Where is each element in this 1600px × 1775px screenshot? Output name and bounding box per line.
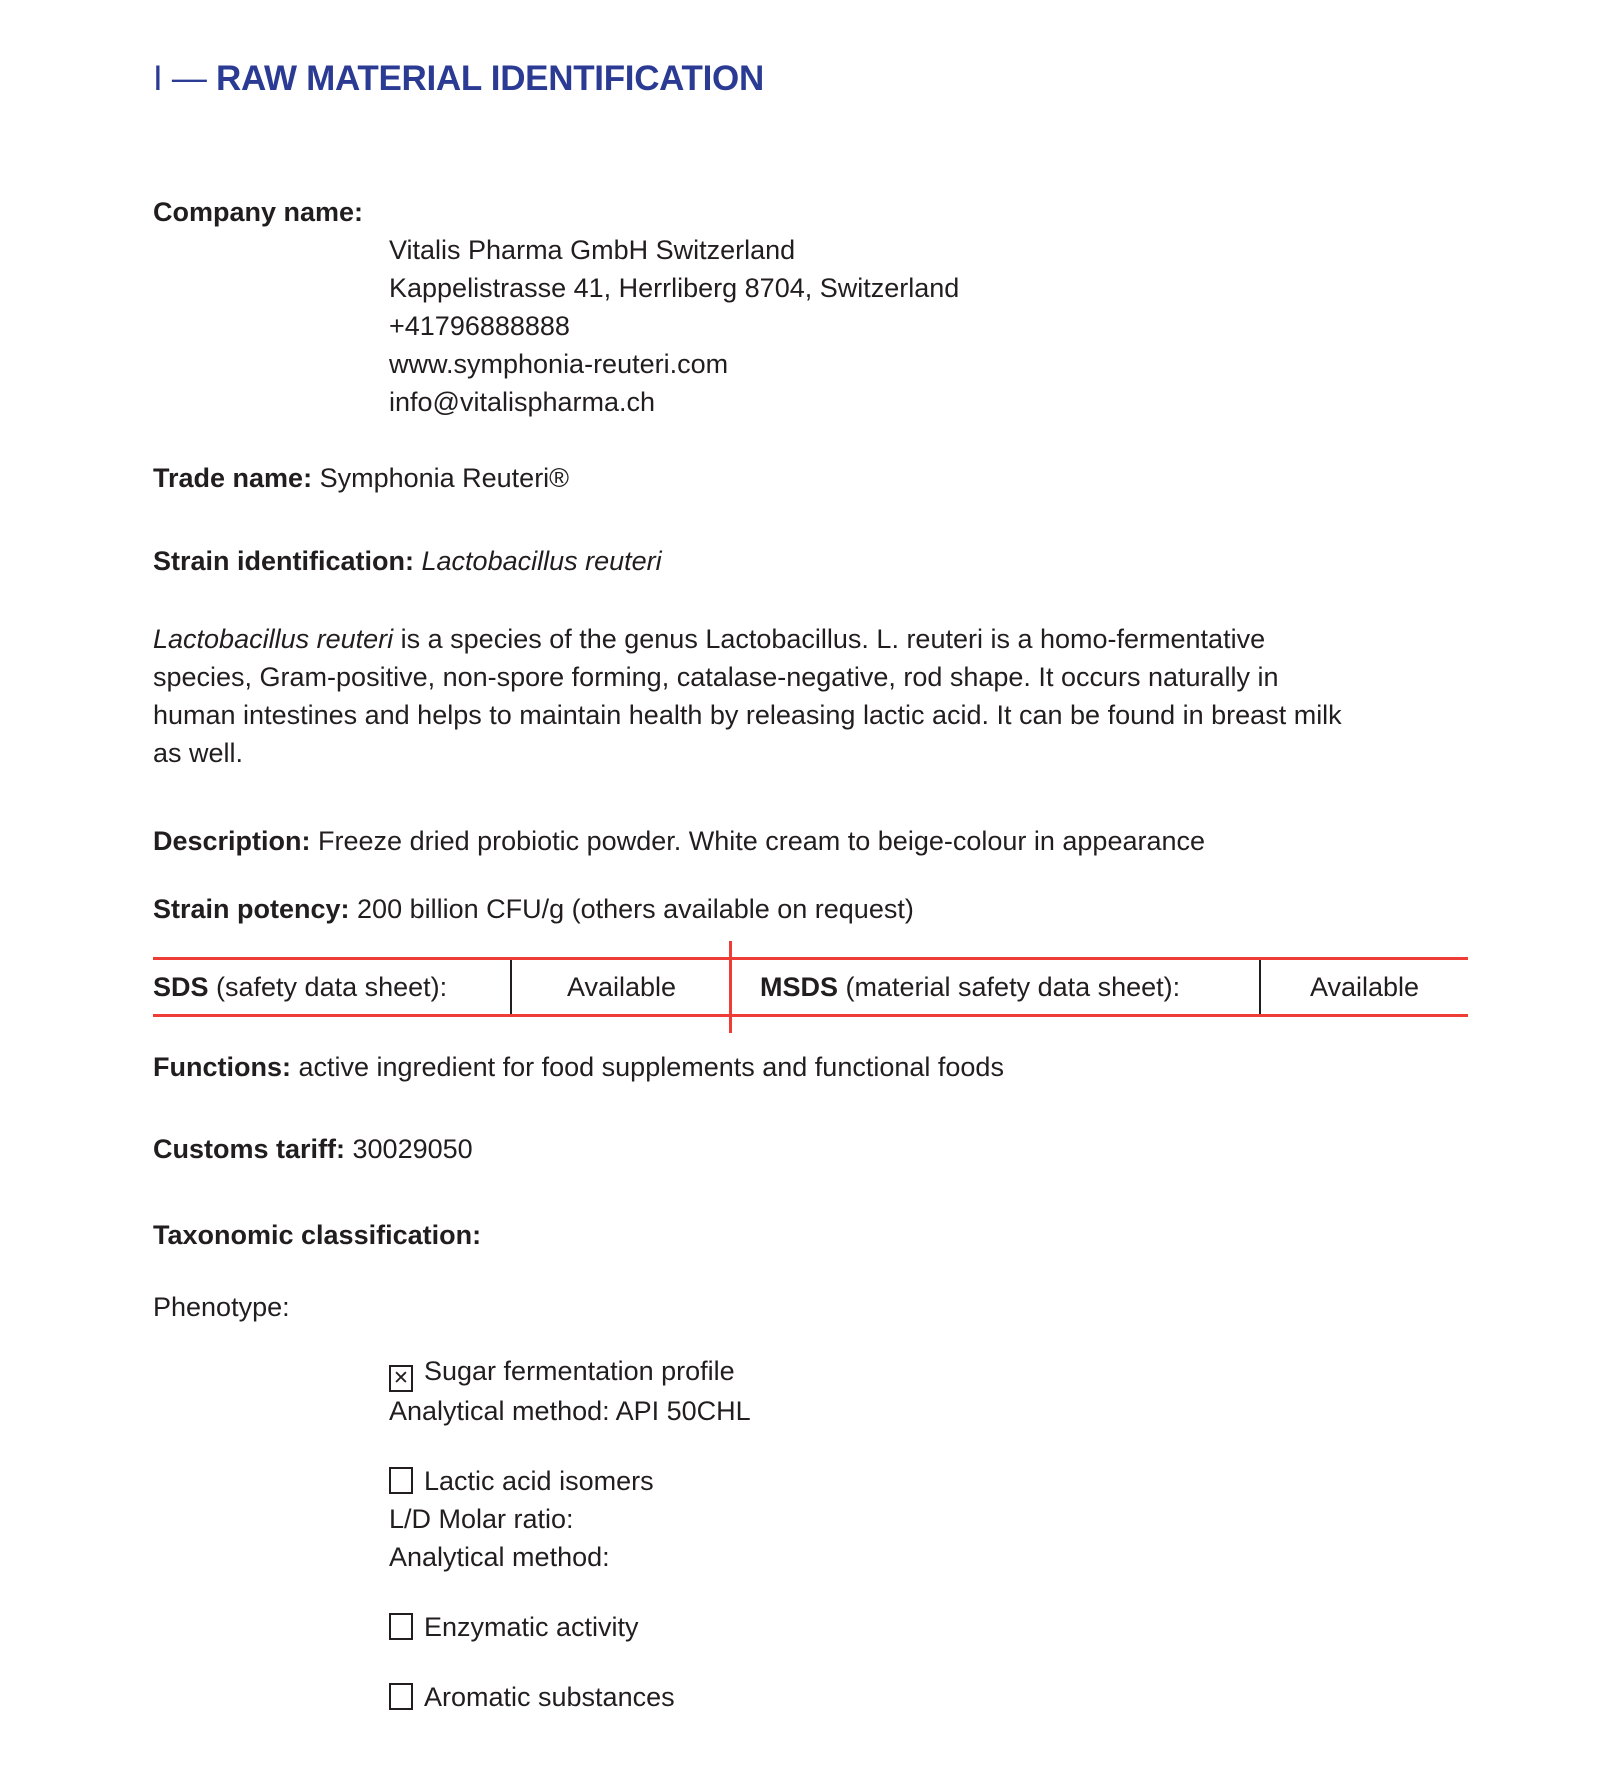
functions-label: Functions:: [153, 1052, 291, 1082]
phenotype-item-aromatic-substances: [389, 1678, 1468, 1716]
functions-value: active ingredient for food supplements and functional foods: [290, 1052, 1004, 1082]
phenotype-item-enzymatic-activity: [389, 1608, 1468, 1646]
msds-label: MSDS (material safety data sheet):: [760, 972, 1181, 1002]
taxonomic-classification-label: Taxonomic classification:: [153, 1220, 482, 1250]
analytical-method-line: Analytical method:: [389, 1542, 610, 1572]
checkbox-unchecked-icon[interactable]: [389, 1683, 413, 1710]
trade-name-label: Trade name:: [153, 463, 313, 493]
description-value: Freeze dried probiotic powder. White cream to beige-colour in appearance: [310, 826, 1206, 856]
customs-tariff-value: 30029050: [345, 1134, 473, 1164]
company-address-block: [389, 231, 1468, 421]
strain-identification-field: [153, 542, 1468, 580]
sds-value-cell: [512, 960, 731, 1014]
section-number: I —: [153, 59, 216, 98]
trade-name-value: Symphonia Reuteri®: [312, 463, 570, 493]
msds-label-cell: [731, 960, 1259, 1014]
sds-msds-table: [153, 957, 1468, 1017]
sds-label-cell: [153, 960, 512, 1014]
company-line: Kappelistrasse 41, Herrliberg 8704, Switzerland: [389, 273, 960, 303]
checkbox-label: Aromatic substances: [424, 1682, 675, 1712]
sds-availability: Available: [566, 972, 677, 1002]
company-section: [153, 193, 1468, 421]
section-title-text: RAW MATERIAL IDENTIFICATION: [215, 59, 764, 98]
checkbox-row: [389, 1608, 1468, 1646]
strain-potency-field: [153, 890, 1468, 928]
phenotype-item-sugar-fermentation: [389, 1352, 1468, 1430]
molar-ratio-line: L/D Molar ratio:: [389, 1504, 574, 1534]
checkbox-label: Lactic acid isomers: [424, 1466, 654, 1496]
page-title: [153, 58, 1468, 100]
table-center-divider: [729, 941, 732, 1033]
strain-id-label: Strain identification:: [153, 546, 415, 576]
strain-potency-value: 200 billion CFU/g (others available on request): [349, 894, 914, 924]
customs-tariff-field: [153, 1130, 1468, 1168]
checkbox-checked-icon[interactable]: ✕: [389, 1365, 413, 1392]
species-name-italic: Lactobacillus reuteri: [153, 624, 394, 654]
customs-tariff-label: Customs tariff:: [153, 1134, 346, 1164]
sds-label: SDS (safety data sheet):: [153, 972, 448, 1002]
company-phone: +41796888888: [389, 311, 570, 341]
phenotype-label: Phenotype:: [153, 1292, 290, 1322]
company-line: Vitalis Pharma GmbH Switzerland: [389, 235, 796, 265]
paragraph-text: is a species of the genus Lactobacillus. L. reuteri is a homo-fermentative species, Gram-positive, non-spore forming, catalase-negative, rod shape. It occurs naturally in human intestines and helps to maintain health by releasing lactic acid. It can be found in breast milk as well.: [153, 624, 1342, 768]
checkbox-label: Sugar fermentation profile: [424, 1356, 735, 1386]
analytical-method-line: Analytical method: API 50CHL: [389, 1396, 751, 1426]
checkbox-unchecked-icon[interactable]: [389, 1613, 413, 1640]
company-email: info@vitalispharma.ch: [389, 387, 656, 417]
description-field: [153, 822, 1468, 860]
checkbox-row: [389, 1678, 1468, 1716]
trade-name-field: [153, 459, 1468, 497]
strain-id-value: Lactobacillus reuteri: [414, 546, 662, 576]
description-label: Description:: [153, 826, 311, 856]
checkbox-unchecked-icon[interactable]: [389, 1467, 413, 1494]
msds-availability: Available: [1309, 972, 1420, 1002]
phenotype-item-lactic-acid: [389, 1462, 1468, 1576]
company-website: www.symphonia-reuteri.com: [389, 349, 729, 379]
company-name-label: Company name:: [153, 197, 364, 227]
strain-description-paragraph: [153, 620, 1343, 772]
checkbox-row: [389, 1462, 1468, 1500]
functions-field: [153, 1048, 1468, 1086]
strain-potency-label: Strain potency:: [153, 894, 350, 924]
checkbox-label: Enzymatic activity: [424, 1612, 639, 1642]
msds-value-cell: [1259, 960, 1468, 1014]
checkbox-row: [389, 1352, 1468, 1392]
phenotype-checklist: [389, 1352, 1468, 1716]
